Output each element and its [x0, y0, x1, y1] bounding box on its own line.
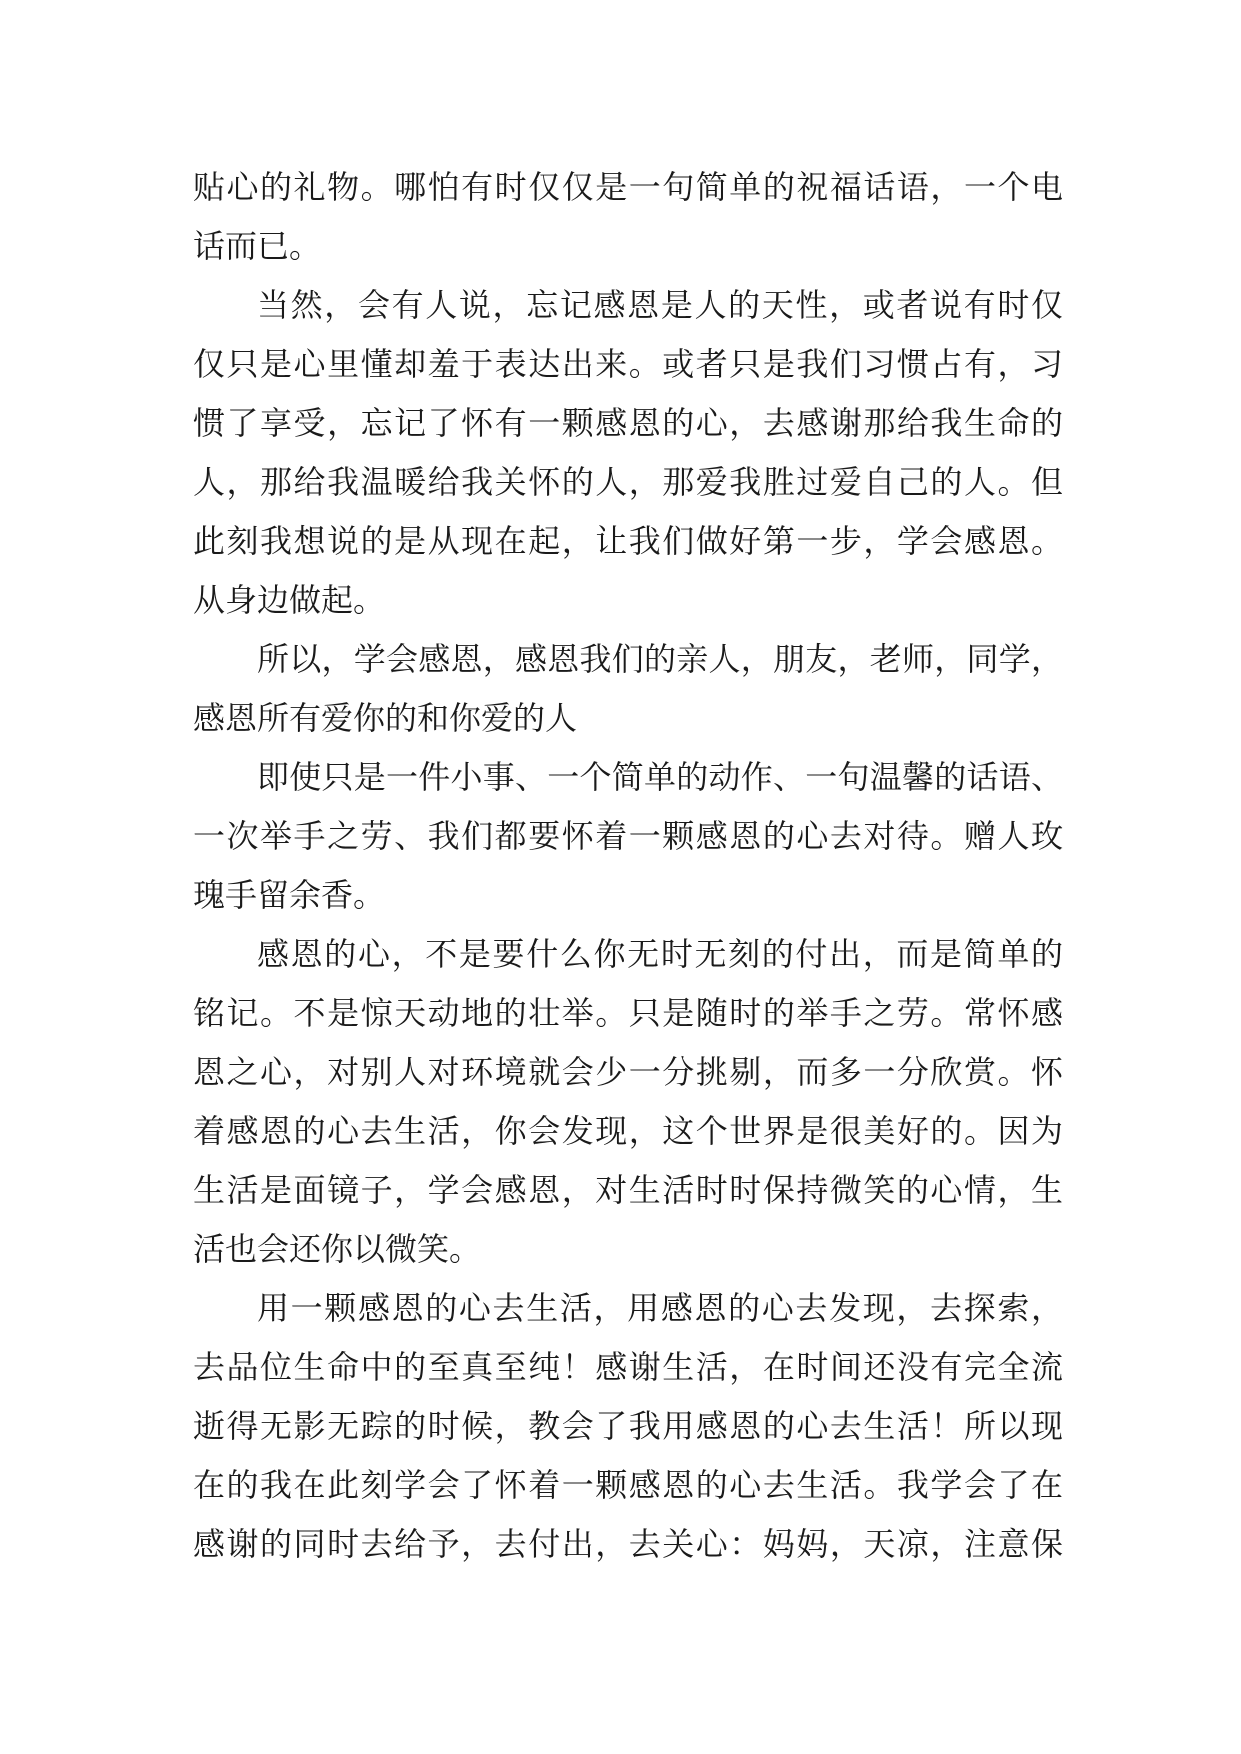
text-line: 话而已。 [193, 227, 322, 265]
text-line: 所以，学会感恩，感恩我们的亲人，朋友，老师，同学， [257, 640, 1063, 678]
text-line: 人，那给我温暖给我关怀的人，那爱我胜过爱自己的人。但 [193, 463, 1063, 501]
text-line: 贴心的礼物。哪怕有时仅仅是一句简单的祝福话语，一个电 [193, 168, 1063, 206]
text-line: 惯了享受，忘记了怀有一颗感恩的心，去感谢那给我生命的 [193, 404, 1063, 442]
text-line: 瑰手留余香。 [193, 876, 386, 914]
text-line: 当然，会有人说，忘记感恩是人的天性，或者说有时仅 [257, 286, 1063, 324]
text-line: 生活是面镜子，学会感恩，对生活时时保持微笑的心情，生 [193, 1171, 1063, 1209]
text-line: 着感恩的心去生活，你会发现，这个世界是很美好的。因为 [193, 1112, 1063, 1150]
text-line: 感恩所有爱你的和你爱的人 [193, 699, 578, 737]
text-line: 恩之心，对别人对环境就会少一分挑剔，而多一分欣赏。怀 [193, 1053, 1063, 1091]
text-line: 此刻我想说的是从现在起，让我们做好第一步，学会感恩。 [193, 522, 1063, 560]
text-line: 去品位生命中的至真至纯！感谢生活，在时间还没有完全流 [193, 1348, 1063, 1386]
text-line: 在的我在此刻学会了怀着一颗感恩的心去生活。我学会了在 [193, 1466, 1063, 1504]
document-body [193, 158, 1063, 1574]
text-line: 铭记。不是惊天动地的壮举。只是随时的举手之劳。常怀感 [193, 994, 1063, 1032]
text-line: 感恩的心，不是要什么你无时无刻的付出，而是简单的 [257, 935, 1063, 973]
text-line: 即使只是一件小事、一个简单的动作、一句温馨的话语、 [257, 758, 1063, 796]
text-line: 逝得无影无踪的时候，教会了我用感恩的心去生活！所以现 [193, 1407, 1063, 1445]
text-line: 从身边做起。 [193, 581, 386, 619]
text-line: 仅只是心里懂却羞于表达出来。或者只是我们习惯占有，习 [193, 345, 1063, 383]
text-line: 活也会还你以微笑。 [193, 1230, 482, 1268]
text-line: 感谢的同时去给予，去付出，去关心：妈妈，天凉，注意保 [193, 1525, 1063, 1563]
text-line: 一次举手之劳、我们都要怀着一颗感恩的心去对待。赠人玫 [193, 817, 1063, 855]
text-line: 用一颗感恩的心去生活，用感恩的心去发现，去探索， [257, 1289, 1063, 1327]
